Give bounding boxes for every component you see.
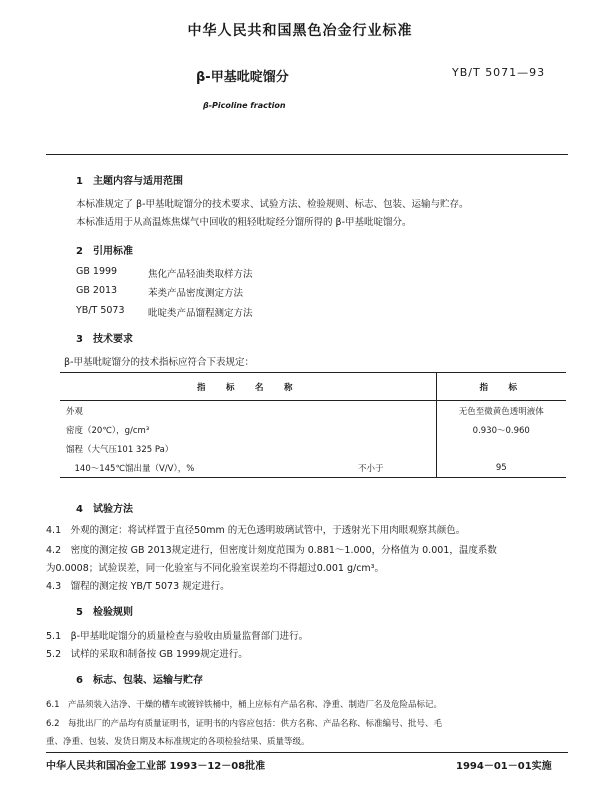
cell-qualifier <box>354 420 436 439</box>
cell-value: 0.930～0.960 <box>436 420 566 439</box>
reference-code: GB 2013 <box>76 285 118 296</box>
section-4-heading: 4 试验方法 <box>76 504 133 515</box>
cell-qualifier: 不小于 <box>354 458 436 478</box>
clause-6-2-continued: 重、净重、包装、发货日期及本标准规定的各项检验结果、质量等级。 <box>46 737 310 747</box>
cell-name: 140～145℃馏出量（V/V），% <box>60 458 354 478</box>
reference-title: 吡啶类产品馏程测定方法 <box>148 308 253 319</box>
cell-name: 外观 <box>66 406 84 417</box>
table-row <box>60 439 566 458</box>
cell-name: 密度（20℃），g/cm³ <box>66 425 150 436</box>
cell-qualifier <box>354 439 436 458</box>
reference-code: YB/T 5073 <box>76 305 125 316</box>
section-5-heading: 5 检验规则 <box>76 607 133 618</box>
section-2-heading: 2 引用标准 <box>76 246 133 257</box>
cell-value: 无色至微黄色透明液体 <box>436 401 566 421</box>
implementation-date: 1994－01－01实施 <box>456 761 552 772</box>
english-title: β-Picoline fraction <box>203 101 286 110</box>
clause-4-2: 4.2 密度的测定按 GB 2013规定进行，但密度计刻度范围为 0.881～1.000，分格值为 0.001，温度系数 <box>46 545 497 556</box>
reference-code: GB 1999 <box>76 266 118 277</box>
document-title: β-甲基吡啶馏分 <box>196 70 289 85</box>
table-header-name: 指 标 名 称 <box>60 373 436 401</box>
cell-value: 95 <box>436 458 566 478</box>
footer-rule <box>46 752 568 753</box>
table-row <box>60 401 566 421</box>
section-3-heading: 3 技术要求 <box>76 334 133 345</box>
standard-header: 中华人民共和国黑色冶金行业标准 <box>187 23 413 39</box>
reference-title: 苯类产品密度测定方法 <box>148 288 244 299</box>
approval-note: 中华人民共和国冶金工业部 1993－12－08批准 <box>46 761 266 772</box>
clause-5-1: 5.1 β-甲基吡啶馏分的质量检查与验收由质量监督部门进行。 <box>46 631 309 642</box>
spec-table <box>60 372 566 478</box>
section-1-paragraph: 本标准规定了 β-甲基吡啶馏分的技术要求、试验方法、检验规则、标志、包装、运输与贮存。 <box>76 199 469 210</box>
table-intro: β-甲基吡啶馏分的技术指标应符合下表规定： <box>64 357 254 368</box>
clause-4-1: 4.1 外观的测定：将试样置于直径50mm 的无色透明玻璃试管中，于透射光下用肉眼观察其颜色。 <box>46 525 466 536</box>
table-row <box>60 458 566 478</box>
section-1-heading: 1 主题内容与适用范围 <box>76 176 183 187</box>
standard-number: YB/T 5071—93 <box>452 66 546 79</box>
clause-6-2: 6.2 每批出厂的产品均有质量证明书，证明书的内容应包括：供方名称、产品名称、标准编号、批号、毛 <box>46 719 443 729</box>
clause-5-2: 5.2 试样的采取和制备按 GB 1999规定进行。 <box>46 649 248 660</box>
cell-value <box>436 439 566 458</box>
cell-qualifier <box>354 401 436 421</box>
section-1-paragraph: 本标准适用于从高温炼焦煤气中回收的粗轻吡啶经分馏所得的 β-甲基吡啶馏分。 <box>76 217 412 228</box>
section-6-heading: 6 标志、包装、运输与贮存 <box>76 675 203 686</box>
clause-4-3: 4.3 馏程的测定按 YB/T 5073 规定进行。 <box>46 581 230 592</box>
table-row <box>60 420 566 439</box>
table-header-value: 指 标 <box>436 373 566 401</box>
cell-name: 馏程（大气压101 325 Pa） <box>66 444 174 455</box>
reference-title: 焦化产品轻油类取样方法 <box>148 269 253 280</box>
title-rule <box>46 154 568 155</box>
clause-4-2-continued: 为0.0008；试验误差，同一化验室与不同化验室误差均不得超过0.001 g/cm³。 <box>46 563 384 574</box>
clause-6-1: 6.1 产品须装入洁净、干燥的槽车或镀锌铁桶中，桶上应标有产品名称、净重、制造厂名及危险品标记。 <box>46 700 443 710</box>
